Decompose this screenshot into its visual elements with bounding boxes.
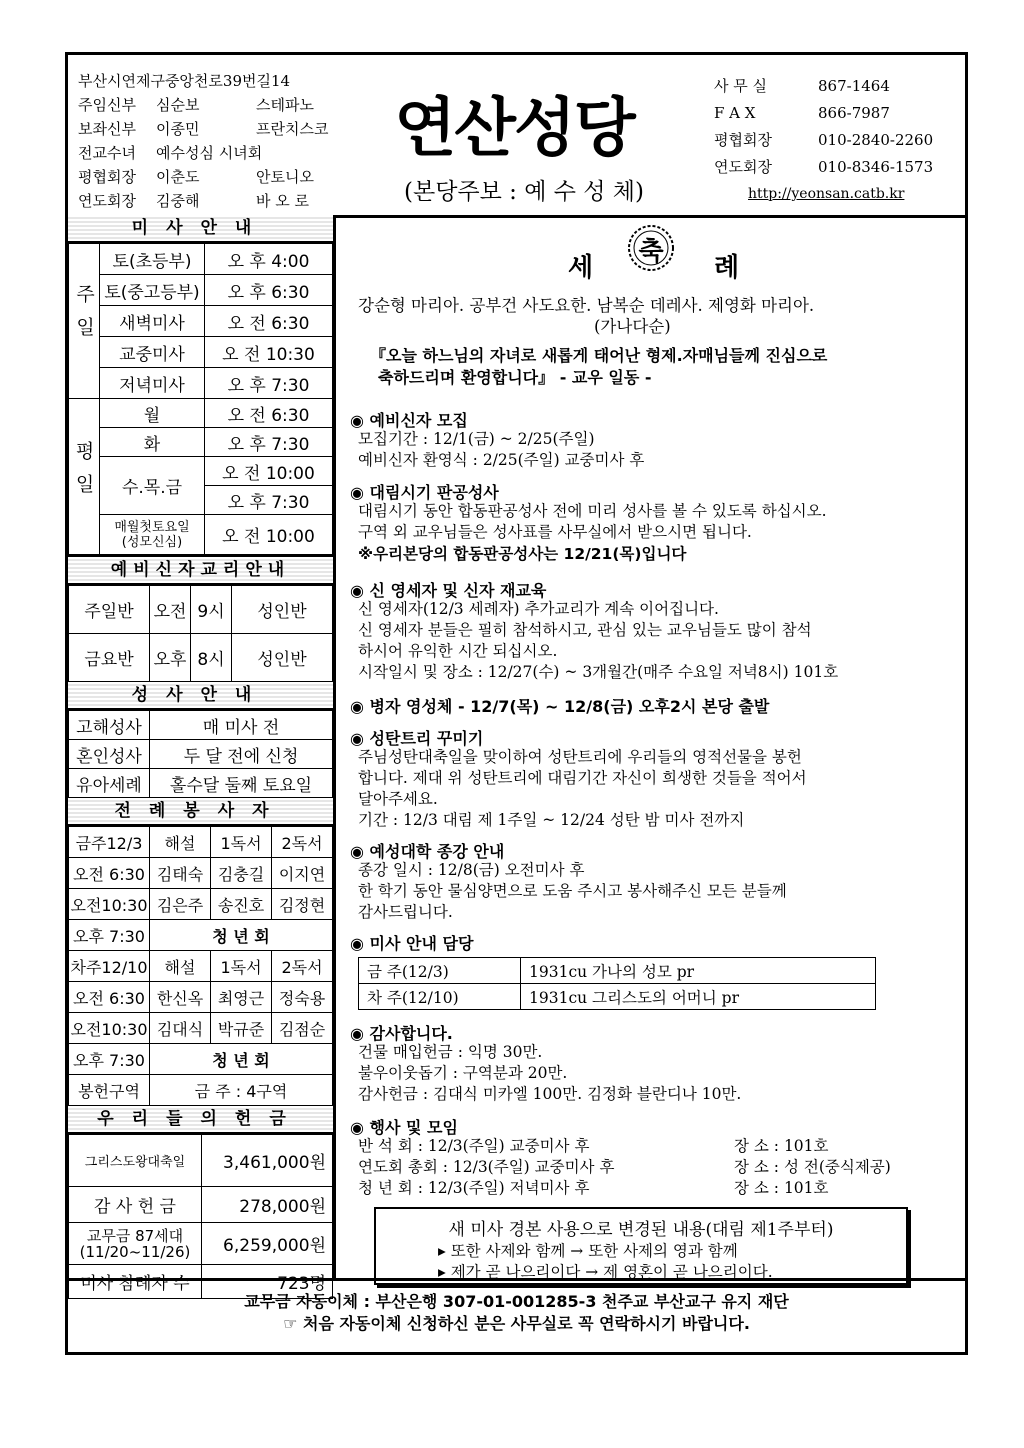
mass-name: 월: [100, 399, 205, 428]
ministry-person: 최영근: [211, 982, 272, 1013]
offering-amount: 278,000원: [202, 1187, 333, 1223]
info-value: 김중해: [156, 192, 200, 210]
ministry-time: 오후 7:30: [69, 1044, 150, 1075]
section-text: 주님성탄대축일을 맞이하여 성탄트리에 우리들의 영적선물을 봉헌: [358, 748, 802, 766]
class-ampm: 오전: [150, 586, 191, 634]
ministry-group: 청 년 회: [150, 1044, 333, 1075]
contact-value: 010-2840-2260: [818, 131, 934, 149]
section-text: 달아주세요.: [358, 790, 438, 808]
section-title: ◉ 미사 안내 담당: [350, 934, 474, 953]
offering-name: 그리스도왕대축일: [69, 1135, 202, 1187]
mass-name: 화: [100, 428, 205, 457]
info-value: 이종민: [156, 120, 200, 138]
contact-label: 평협회장: [714, 131, 772, 149]
offering-header: 우리들의헌금: [68, 1106, 333, 1134]
info-label: 주임신부: [78, 96, 136, 114]
mass-guide-group: 1931cu 그리스도의 어머니 pr: [521, 984, 876, 1010]
mass-name: 토(초등부): [100, 244, 205, 275]
catechism-header: 예비신자교리안내: [68, 555, 333, 585]
section-text: 기간 : 12/3 대림 제 1주일 ~ 12/24 성탄 밤 미사 전까지: [358, 811, 745, 829]
section-text: 시작일시 및 장소 : 12/27(수) ~ 3개월간(매주 수요일 저녁8시) 101호: [358, 663, 839, 681]
ministry-person: 김대식: [150, 1013, 211, 1044]
parish-info: [78, 69, 328, 213]
page-title: 연산성당: [394, 92, 634, 166]
section-text: 감사헌금 : 김대식 미카엘 100만. 김정화 블란디나 10만.: [358, 1085, 742, 1103]
mass-schedule-header: 미사안내: [68, 215, 333, 243]
contact-info: [714, 73, 933, 208]
ministry-role: 1독서: [211, 951, 272, 982]
ministry-time: 차주12/10: [69, 951, 150, 982]
section-text: 종강 일시 : 12/8(금) 오전미사 후: [358, 861, 585, 879]
info-name: 바 오 로: [256, 192, 310, 210]
ministry-person: 김정현: [272, 889, 333, 920]
event-place: 장 소 : 101호: [734, 1179, 829, 1197]
contact-label: 연도회장: [714, 158, 772, 176]
ministry-person: 박규준: [211, 1013, 272, 1044]
section-text: 모집기간 : 12/1(금) ~ 2/25(주일): [358, 430, 595, 448]
section-text: 예비신자 환영식 : 2/25(주일) 교중미사 후: [358, 451, 645, 469]
ministry-person: 정숙용: [272, 982, 333, 1013]
info-value: 심순보: [156, 96, 200, 114]
notice-line: ▸ 또한 사제와 함께 → 또한 사제의 영과 함께: [438, 1242, 738, 1260]
mass-schedule-table: [68, 243, 333, 555]
class-type: 성인반: [232, 634, 333, 682]
baptism-names: 강순형 마리아. 공부건 사도요한. 남복순 데레사. 제영화 마리아.: [358, 296, 815, 315]
baptism-title-2: 례: [714, 253, 740, 283]
info-label: 전교수녀: [78, 144, 136, 162]
ministry-time: 오전 6:30: [69, 982, 150, 1013]
class-time: 8시: [191, 634, 232, 682]
contact-label: F A X: [714, 104, 756, 122]
section-text: 하시어 유익한 시간 되십시오.: [358, 642, 558, 660]
offering-name: 미사 참례자 수: [69, 1265, 202, 1299]
ministry-time: 금주12/3: [69, 827, 150, 858]
footer-note: ☞ 처음 자동이체 신청하신 분은 사무실로 꼭 연락하시기 바랍니다.: [283, 1314, 750, 1333]
mass-time: 오 후 7:30: [205, 428, 333, 457]
ministry-person: 김은주: [150, 889, 211, 920]
event-text: 연도회 총회 : 12/3(주일) 교중미사 후: [358, 1158, 615, 1176]
section-title: ◉ 대림시기 판공성사: [350, 483, 499, 502]
event-place: 장 소 : 성 전(중식제공): [734, 1158, 891, 1176]
ministry-person: 송진호: [211, 889, 272, 920]
mass-time: 오 전 10:00: [205, 515, 333, 555]
info-value: 이춘도: [156, 168, 200, 186]
ministry-role: 해설: [150, 827, 211, 858]
mass-time: 오 전 10:00: [205, 457, 333, 486]
ministry-time: 오전10:30: [69, 889, 150, 920]
ministry-time: 봉헌구역: [69, 1075, 150, 1106]
mass-guide-group: 1931cu 가나의 성모 pr: [521, 958, 876, 984]
ministry-person: 이지연: [272, 858, 333, 889]
catechism-table: [68, 585, 333, 682]
ministry-time: 오후 7:30: [69, 920, 150, 951]
contact-label: 사 무 실: [714, 77, 768, 95]
sacrament-table: [68, 710, 333, 798]
sacrament-info: 매 미사 전: [150, 711, 333, 740]
mass-time: 오 전 6:30: [205, 306, 333, 337]
section-text: 한 학기 동안 물심양면으로 도움 주시고 봉사해주신 모든 분들께: [358, 882, 787, 900]
ministry-role: 1독서: [211, 827, 272, 858]
section-text: 건물 매입헌금 : 익명 30만.: [358, 1043, 543, 1061]
section-title: ◉ 감사합니다.: [350, 1024, 453, 1043]
info-name: 프란치스코: [256, 120, 329, 138]
event-text: 반 석 회 : 12/3(주일) 교중미사 후: [358, 1137, 590, 1155]
offering-zone: 금 주 : 4구역: [150, 1075, 333, 1106]
address: 부산시연제구중앙천로39번길14: [78, 72, 291, 90]
contact-value: 866-7987: [818, 104, 890, 122]
baptism-names-note: (가나다순): [594, 317, 671, 336]
ministry-person: 김태숙: [150, 858, 211, 889]
baptism-message: 축하드리며 환영합니다』 - 교우 일동 -: [378, 368, 652, 387]
sunday-label-text: 주일: [73, 283, 95, 350]
mass-time: 오 후 4:00: [205, 244, 333, 275]
class-ampm: 오후: [150, 634, 191, 682]
baptism-message: 『오늘 하느님의 자녀로 새롭게 태어난 형제.자매님들께 진심으로: [370, 346, 828, 365]
info-value: 예수성심 시녀회: [156, 144, 263, 162]
mass-guide-table: [358, 957, 876, 1010]
class-type: 성인반: [232, 586, 333, 634]
section-title: ◉ 신 영세자 및 신자 재교육: [350, 581, 547, 600]
class-name: 금요반: [69, 634, 150, 682]
ministry-role: 2독서: [272, 827, 333, 858]
section-title: ◉ 성탄트리 꾸미기: [350, 729, 484, 748]
mass-name: 수.목.금: [100, 457, 205, 515]
ministry-group: 청 년 회: [150, 920, 333, 951]
event-place: 장 소 : 101호: [734, 1137, 829, 1155]
section-title: ◉ 예성대학 종강 안내: [350, 842, 505, 861]
sacrament-name: 유아세례: [69, 769, 150, 798]
ministry-time: 오전 6:30: [69, 858, 150, 889]
mass-time: 오 후 6:30: [205, 275, 333, 306]
section-text: 신 영세자 분들은 필히 참석하시고, 관심 있는 교우님들도 많이 참석: [358, 621, 812, 639]
ministry-header: 전례봉사자: [68, 798, 333, 826]
notice-title: 새 미사 경본 사용으로 변경된 내용(대림 제1주부터): [448, 1220, 834, 1240]
contact-value: 867-1464: [818, 77, 890, 95]
info-label: 연도회장: [78, 192, 136, 210]
offering-amount: 3,461,000원: [202, 1135, 333, 1187]
info-name: 안토니오: [256, 168, 314, 186]
ministry-person: 김점순: [272, 1013, 333, 1044]
info-name: 스테파노: [256, 96, 314, 114]
mass-guide-week: 차 주(12/10): [359, 984, 521, 1010]
offering-name: 감 사 헌 금: [69, 1187, 202, 1223]
mass-time: 오 전 6:30: [205, 399, 333, 428]
section-title: ◉ 행사 및 모임: [350, 1118, 458, 1137]
sunday-label: [69, 244, 100, 399]
ministry-person: 김충길: [211, 858, 272, 889]
offering-table: [68, 1134, 333, 1299]
mass-name: 교중미사: [100, 337, 205, 368]
celebration-emblem: [626, 223, 676, 273]
mass-time: 오 후 7:30: [205, 486, 333, 515]
sacrament-info: 홀수달 둘째 토요일: [150, 769, 333, 798]
section-title: ◉ 예비신자 모집: [350, 411, 468, 430]
left-column: [68, 215, 336, 1294]
mass-name: 저녁미사: [100, 368, 205, 399]
sacrament-name: 혼인성사: [69, 740, 150, 769]
section-text: 신 영세자(12/3 세례자) 추가교리가 계속 이어집니다.: [358, 600, 719, 618]
sacrament-name: 고해성사: [69, 711, 150, 740]
event-text: 청 년 회 : 12/3(주일) 저녁미사 후: [358, 1179, 590, 1197]
sacrament-header: 성사안내: [68, 682, 333, 710]
offering-amount: 6,259,000원: [202, 1223, 333, 1265]
website-link[interactable]: http://yeonsan.catb.kr: [748, 186, 905, 202]
baptism-title-1: 세: [568, 253, 594, 283]
section-text: 구역 외 교우님들은 성사표를 사무실에서 받으시면 됩니다.: [358, 523, 752, 541]
class-name: 주일반: [69, 586, 150, 634]
ministry-role: 해설: [150, 951, 211, 982]
info-label: 평협회장: [78, 168, 136, 186]
sacrament-info: 두 달 전에 신청: [150, 740, 333, 769]
baptism-emblem-text: 축: [638, 237, 664, 267]
footer: [68, 1278, 965, 1352]
right-column: [336, 215, 965, 1281]
offering-amount: 723명: [202, 1265, 333, 1299]
mass-time: 오 후 7:30: [205, 368, 333, 399]
section-title: ◉ 병자 영성체 - 12/7(목) ~ 12/8(금) 오후2시 본당 출발: [350, 697, 770, 716]
mass-name: 새벽미사: [100, 306, 205, 337]
weekday-label-text: 평일: [72, 441, 95, 507]
bulletin-frame: [65, 52, 968, 1355]
section-text: 대림시기 동안 합동판공성사 전에 미리 성사를 볼 수 있도록 하십시오.: [358, 502, 827, 520]
mass-time: 오 전 10:30: [205, 337, 333, 368]
mass-name: 매월첫토요일 (성모신심): [100, 515, 205, 555]
ministry-person: 한신옥: [150, 982, 211, 1013]
section-text: ※우리본당의 합동판공성사는 12/21(목)입니다: [358, 545, 687, 563]
class-time: 9시: [191, 586, 232, 634]
ministry-time: 오전10:30: [69, 1013, 150, 1044]
offering-name: 교무금 87세대 (11/20~11/26): [69, 1223, 202, 1265]
ministry-role: 2독서: [272, 951, 333, 982]
section-text: 합니다. 제대 위 성탄트리에 대림기간 자신이 희생한 것들을 적어서: [358, 769, 807, 787]
footer-bank-info: 교무금 자동이체 : 부산은행 307-01-001285-3 천주교 부산교구 유지 재단: [244, 1292, 789, 1311]
page-subtitle: (본당주보 : 예 수 성 체): [404, 179, 644, 205]
ministry-table: [68, 826, 333, 1106]
section-text: 불우이웃돕기 : 구역분과 20만.: [358, 1064, 568, 1082]
section-text: 감사드립니다.: [358, 903, 453, 921]
contact-value: 010-8346-1573: [818, 158, 934, 176]
missal-change-notice: [374, 1207, 908, 1285]
mass-name: 토(중고등부): [100, 275, 205, 306]
weekday-label: [69, 399, 100, 555]
notice-line: ▸ 제가 곧 나으리이다 → 제 영혼이 곧 나으리이다.: [438, 1263, 773, 1281]
header: [68, 55, 965, 218]
mass-guide-week: 금 주(12/3): [359, 958, 521, 984]
info-label: 보좌신부: [78, 120, 136, 138]
